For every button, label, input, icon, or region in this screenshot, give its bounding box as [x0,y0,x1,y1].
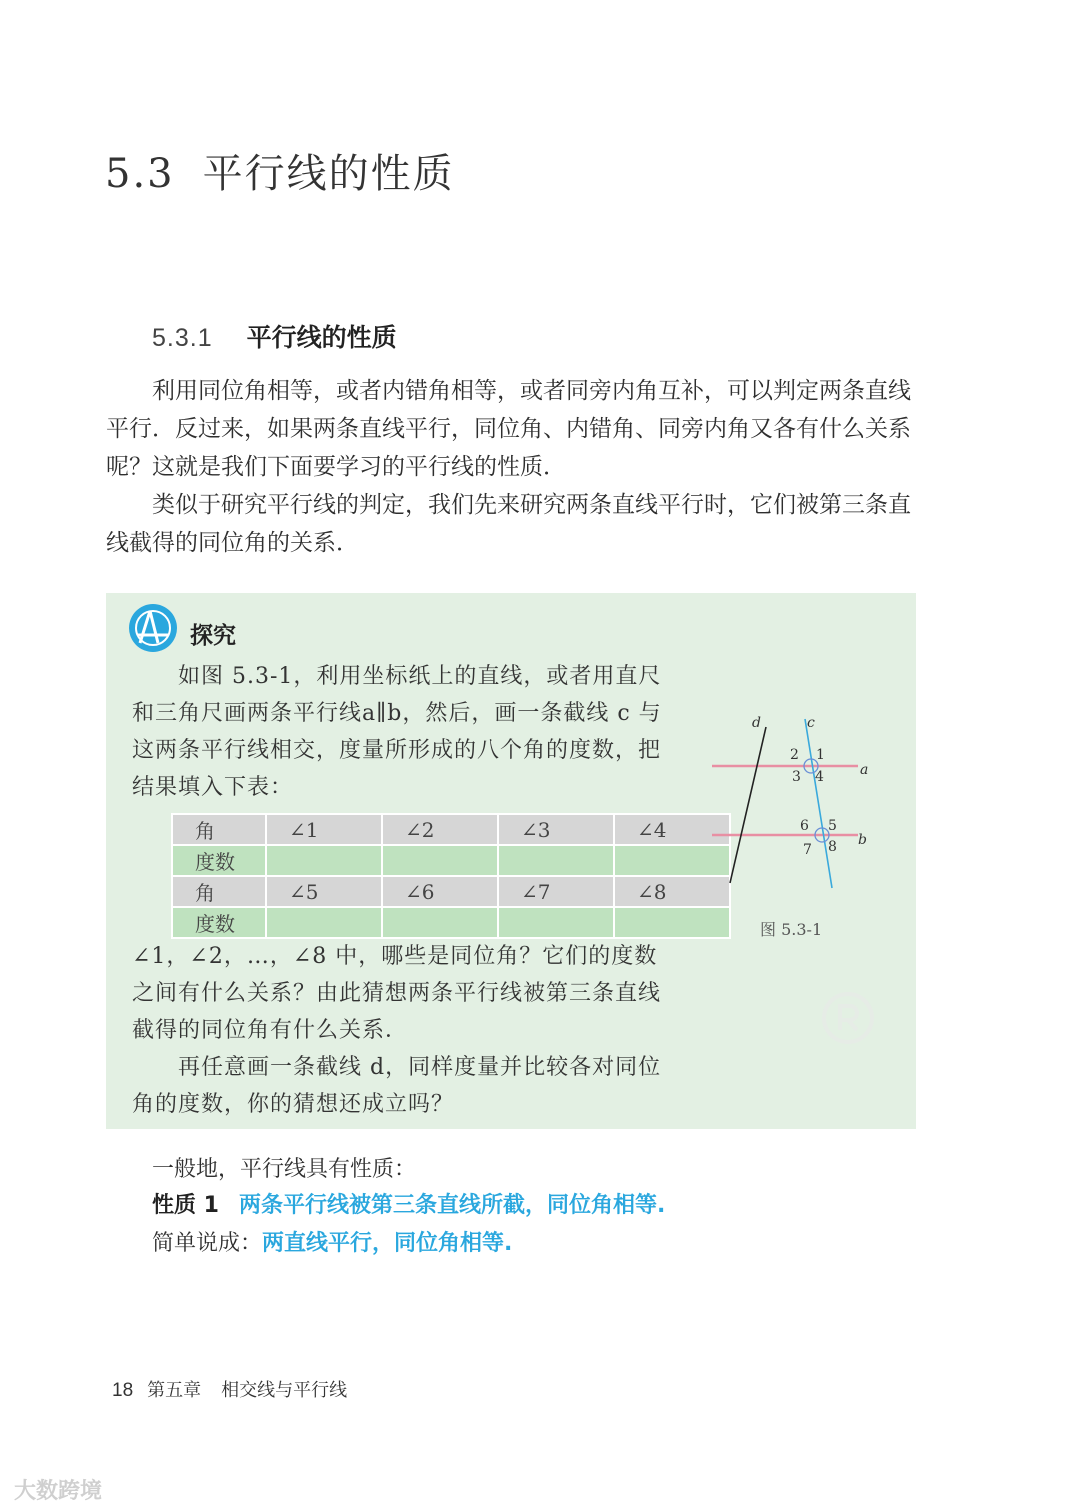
table-cell: 度数 [172,907,266,938]
table-cell [382,845,498,876]
table-row [172,845,730,876]
label-6: 6 [800,818,809,834]
table-cell [382,907,498,938]
registered-mark-icon [820,990,876,1046]
compass-icon [128,603,178,653]
section-title [105,142,455,199]
intro-text [106,372,921,562]
table-row [172,907,730,938]
table-cell: 角 [172,876,266,907]
explore-text-2: ∠1，∠2，…，∠8 中，哪些是同位角？它们的度数之间有什么关系？由此猜想两条平行线被第三条直线截得的同位角有什么关系． [132,944,662,1043]
table-row [172,876,730,907]
label-8: 8 [828,839,837,855]
label-c: c [807,715,815,731]
intro-paragraph-1: 利用同位角相等，或者内错角相等，或者同旁内角互补，可以判定两条直线平行．反过来，如果两条直线平行，同位角、内错角、同旁内角又各有什么关系呢？这就是我们下面要学习的平行线的性质． [106,378,911,480]
table-cell [266,907,382,938]
label-2: 2 [790,747,799,763]
label-3: 3 [792,769,801,785]
table-cell: 度数 [172,845,266,876]
explore-title: 探究 [190,623,236,649]
label-b: b [858,832,867,848]
property-1 [152,1188,665,1219]
table-cell: 角 [172,814,266,845]
short-form [152,1226,512,1257]
table-cell: ∠2 [382,814,498,845]
explore-paragraph-1 [132,658,672,806]
page-number: 18 [112,1380,134,1401]
explore-text-1: 如图 5.3-1，利用坐标纸上的直线，或者用直尺和三角尺画两条平行线a∥b，然后，画一条截线 c 与这两条平行线相交，度量所形成的八个角的度数，把结果填入下表： [132,664,662,800]
subsection-title [152,318,397,354]
figure-caption: 图 5.3-1 [760,920,823,939]
explore-paragraph-2 [132,938,672,1049]
section-title-text: 平行线的性质 [202,151,455,197]
explore-paragraph-3 [132,1049,672,1123]
short-text: 两直线平行，同位角相等. [262,1231,513,1256]
label-a: a [860,762,869,778]
page-footer [112,1376,347,1402]
table-cell: ∠4 [614,814,730,845]
chapter-title: 相交线与平行线 [221,1380,348,1401]
label-d: d [752,715,761,731]
chapter-label: 第五章 [147,1380,202,1401]
watermark: 大数跨境 [14,1479,103,1504]
table-cell [266,845,382,876]
explore-text-3: 再任意画一条截线 d，同样度量并比较各对同位角的度数，你的猜想还成立吗？ [132,1055,662,1117]
general-statement: 一般地，平行线具有性质： [152,1157,417,1182]
angle-table [171,813,731,939]
line-d [730,727,766,883]
subsection-title-text: 平行线的性质 [246,323,397,352]
table-cell: ∠7 [498,876,614,907]
table-cell: ∠1 [266,814,382,845]
table-cell: ∠5 [266,876,382,907]
table-row [172,814,730,845]
table-cell [498,907,614,938]
property-text: 两条平行线被第三条直线所截，同位角相等. [238,1193,666,1218]
section-number: 5.3 [105,151,175,197]
table-cell [498,845,614,876]
parallel-lines-figure [700,705,900,905]
intro-paragraph-2: 类似于研究平行线的判定，我们先来研究两条直线平行时，它们被第三条直线截得的同位角的关系． [106,492,911,556]
short-prefix: 简单说成： [152,1231,263,1256]
label-4: 4 [815,769,824,785]
table-cell: ∠3 [498,814,614,845]
label-5: 5 [828,818,837,834]
subsection-number: 5.3.1 [152,324,213,352]
property-label: 性质 1 [152,1193,219,1218]
table-cell [614,907,730,938]
line-c [805,719,832,888]
label-7: 7 [803,842,812,858]
label-1: 1 [816,747,825,763]
table-cell: ∠6 [382,876,498,907]
table-cell: ∠8 [614,876,730,907]
